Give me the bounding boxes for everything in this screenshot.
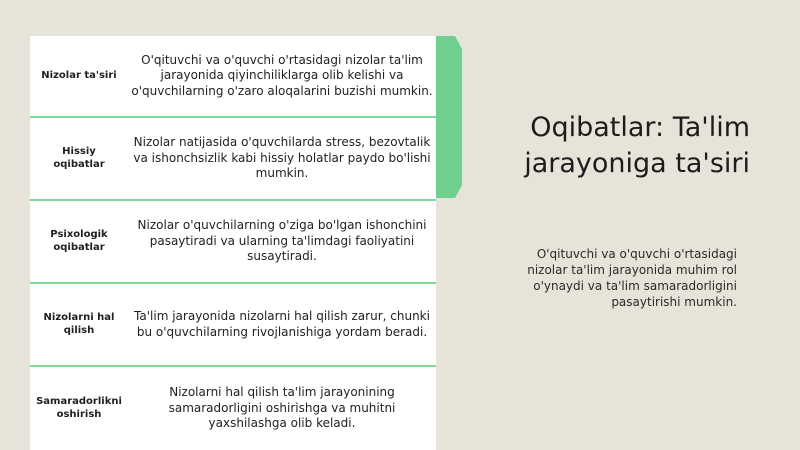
accent-tab xyxy=(434,36,462,198)
consequences-table xyxy=(30,36,436,450)
row-label: Psixologik oqibatlar xyxy=(50,229,108,253)
row-label: Nizolar ta'siri xyxy=(41,69,117,81)
row-label: Samaradorlikni oshirish xyxy=(36,396,122,420)
row-text: Nizolarni hal qilish ta'lim jarayonining samaradorligini oshirishga va muhitni yaxshilashga olib keladi. xyxy=(168,385,396,431)
table-row xyxy=(30,365,436,450)
row-text: Nizolar o'quvchilarning o'ziga bo'lgan ishonchini pasaytiradi va ularning ta'limdagi faoliyatini susaytiradi. xyxy=(137,218,427,264)
table-row xyxy=(30,282,436,365)
row-text: O'qituvchi va o'quvchi o'rtasidagi nizolar ta'lim jarayonida qiyinchiliklarga olib kelishi va o'quvchilarning o'zaro aloqalarini buzishi mumkin. xyxy=(131,52,433,98)
row-label: Nizolarni hal qilish xyxy=(43,312,115,336)
slide-title: Oqibatlar: Ta'lim jarayoniga ta'siri xyxy=(524,112,750,179)
table-row xyxy=(30,36,436,116)
row-text: Nizolar natijasida o'quvchilarda stress, bezovtalik va ishonchsizlik kabi hissiy holatlar paydo bo'lishi mumkin. xyxy=(133,135,431,181)
row-label: Hissiy oqibatlar xyxy=(53,146,105,170)
slide-summary: O'qituvchi va o'quvchi o'rtasidagi nizolar ta'lim jarayonida muhim rol o'ynaydi va ta'lim samaradorligini pasaytirishi mumkin. xyxy=(527,247,737,309)
row-text: Ta'lim jarayonida nizolarni hal qilish zarur, chunki bu o'quvchilarning rivojlanishiga yordam beradi. xyxy=(134,309,430,339)
table-row xyxy=(30,199,436,282)
table-row xyxy=(30,116,436,199)
